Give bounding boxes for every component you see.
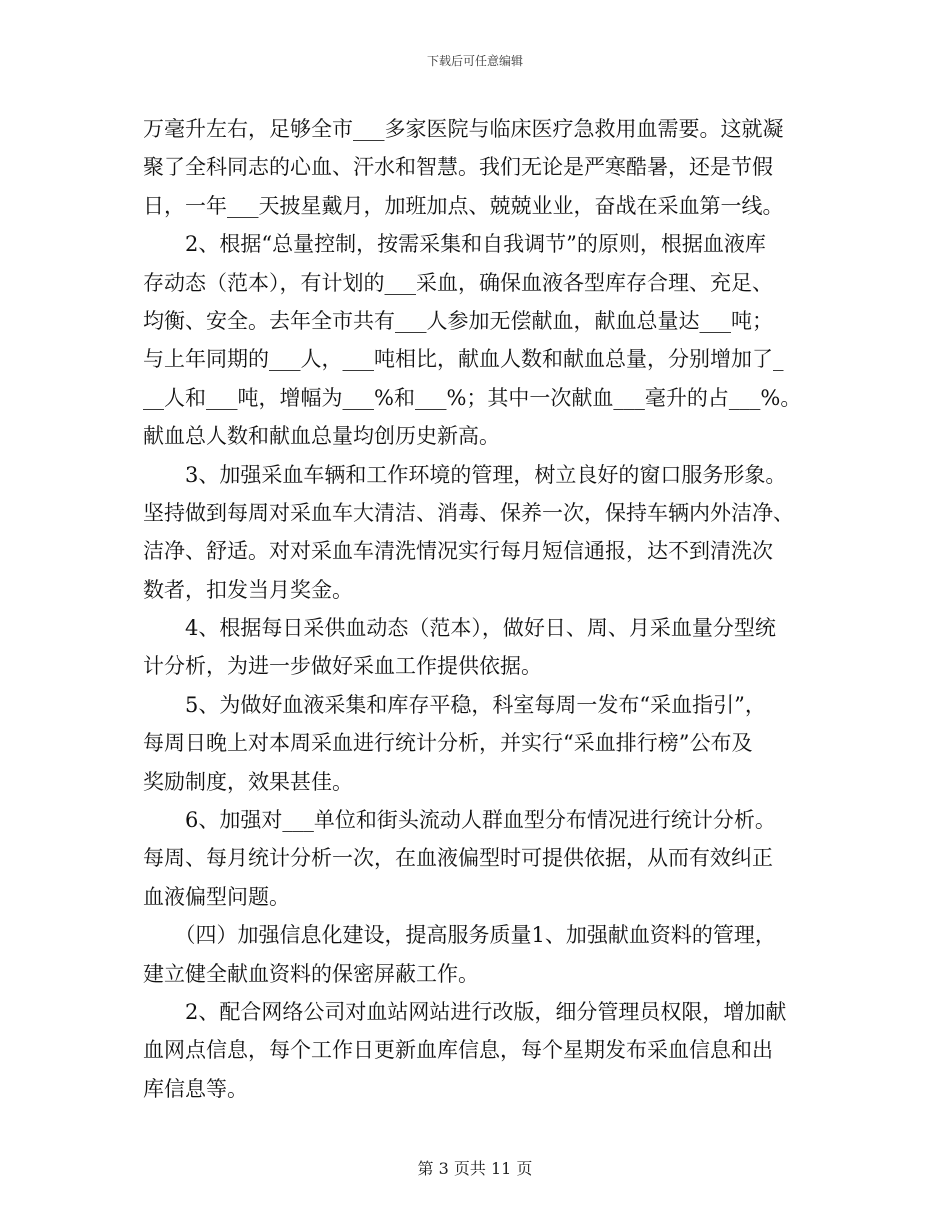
text-line: 与上年同期的___人，___吨相比，献血人数和献血总量，分别增加了_ (143, 347, 784, 372)
text-line: （四）加强信息化建设，提高服务质量1、加强献血资料的管理， (143, 923, 776, 948)
text-line: 万毫升左右，足够全市___多家医院与临床医疗急救用血需要。这就凝 (143, 117, 784, 141)
page-number-footer: 第 3 页共 11 页 (417, 1159, 533, 1178)
text-line: 洁净、舒适。对对采血车清洗情况实行每月短信通报，达不到清洗次 (143, 539, 773, 564)
text-line: 血网点信息，每个工作日更新血库信息，每个星期发布采血信息和出 (143, 1038, 773, 1063)
text-line: 数者，扣发当月奖金。 (143, 577, 353, 602)
text-line: 3、加强采血车辆和工作环境的管理，树立良好的窗口服务形象。 (143, 462, 787, 487)
text-line: 5、为做好血液采集和库存平稳，科室每周一发布“采血指引”， (143, 692, 766, 717)
page-header: 下载后可任意编辑 (426, 54, 523, 68)
text-line: 建立健全献血资料的保密屏蔽工作。 (143, 961, 479, 986)
text-line: 聚了全科同志的心血、汗水和智慧。我们无论是严寒酷暑，还是节假 (143, 155, 773, 180)
text-line: 均衡、安全。去年全市共有___人参加无偿献血，献血总量达___吨； (143, 308, 773, 333)
text-line: 6、加强对___单位和街头流动人群血型分布情况进行统计分析。 (143, 808, 776, 833)
text-line: 4、根据每日采供血动态（范本），做好日、周、月采血量分型统 (143, 616, 776, 641)
text-line: 计分析，为进一步做好采血工作提供依据。 (143, 654, 542, 679)
text-line: 日，一年___天披星戴月，加班加点、兢兢业业，奋战在采血第一线。 (143, 193, 784, 218)
document-body (143, 110, 807, 1108)
text-line: 2、配合网络公司对血站网站进行改版，细分管理员权限，增加献 (143, 999, 787, 1024)
text-line: 坚持做到每周对采血车大清洁、消毒、保养一次，保持车辆内外洁净、 (143, 500, 794, 525)
text-line: 每周日晚上对本周采血进行统计分析，并实行“采血排行榜”公布及 (143, 731, 753, 756)
text-line: 库信息等。 (143, 1076, 248, 1101)
text-line: __人和___吨，增幅为___%和___%；其中一次献血___毫升的占___%。 (143, 385, 802, 410)
text-line: 献血总人数和献血总量均创历史新高。 (143, 424, 500, 449)
text-line: 每周、每月统计分析一次，在血液偏型时可提供依据，从而有效纠正 (143, 846, 773, 871)
text-line: 存动态（范本），有计划的___采血，确保血液各型库存合理、充足、 (143, 270, 773, 295)
text-line: 血液偏型问题。 (143, 884, 290, 909)
text-line: 奖励制度，效果甚佳。 (143, 769, 353, 794)
text-line: 2、根据“总量控制，按需采集和自我调节”的原则，根据血液库 (143, 232, 766, 257)
